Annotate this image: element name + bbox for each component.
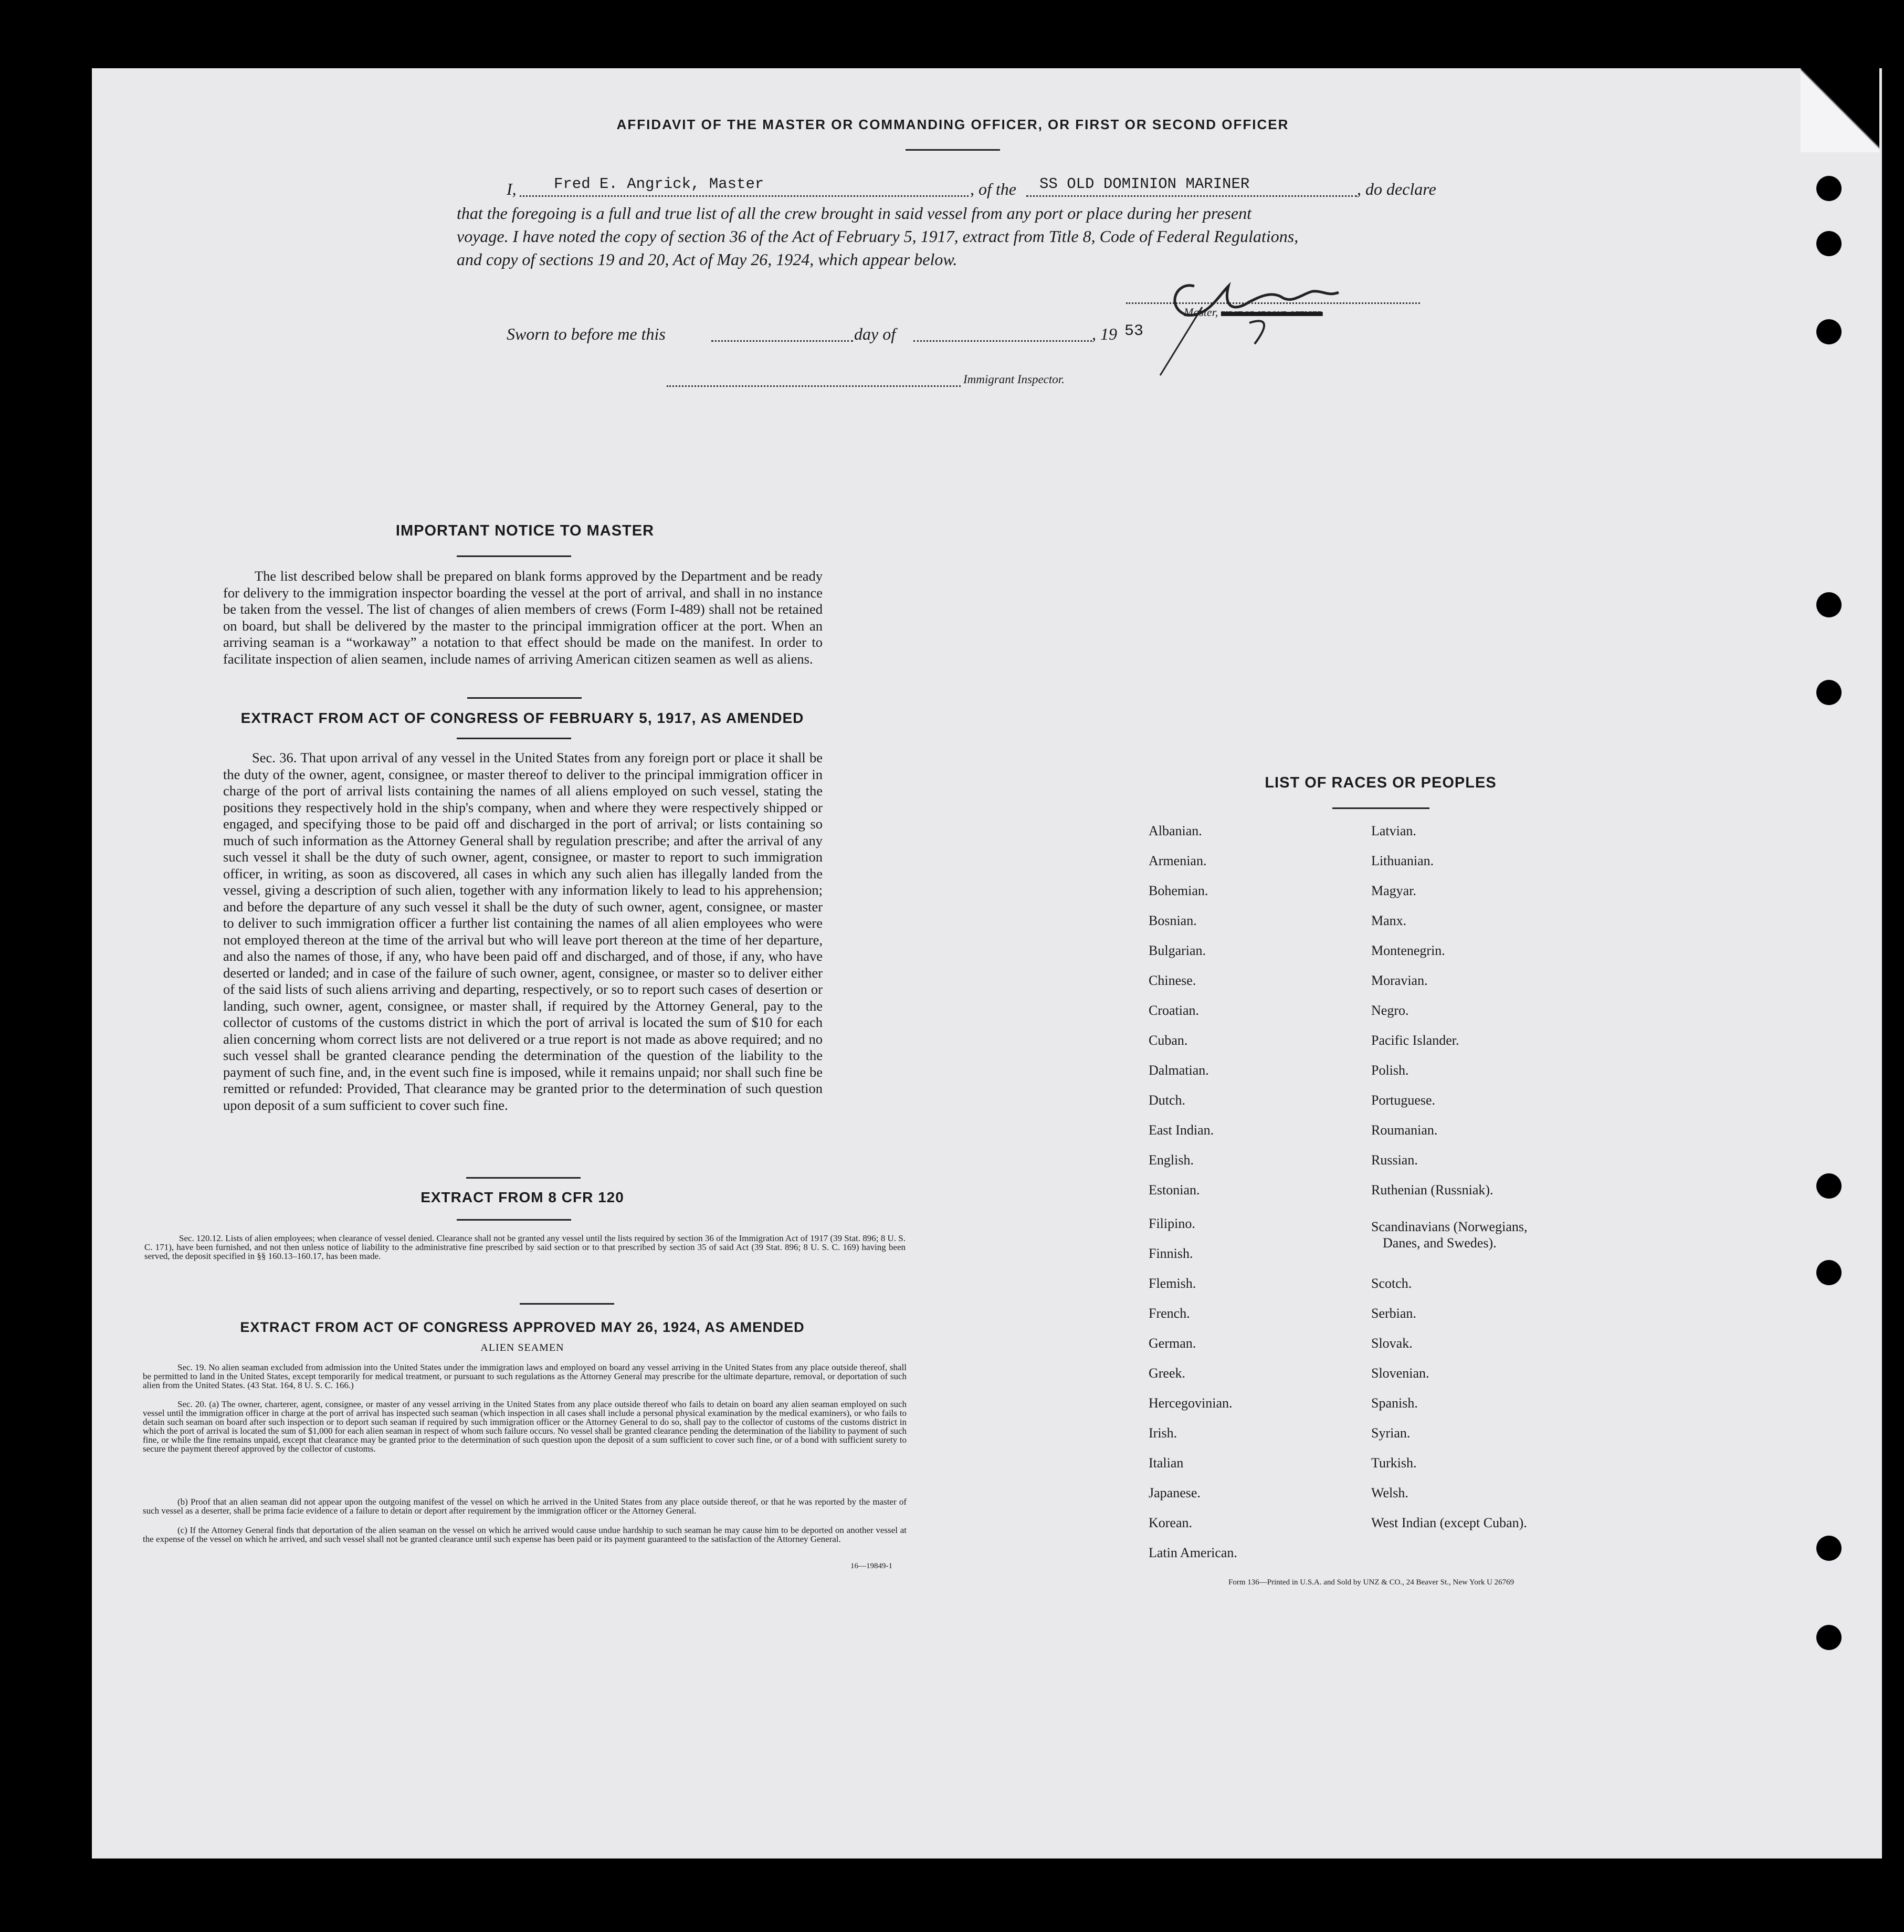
race-item: Slovak.: [1371, 1336, 1413, 1351]
race-item: French.: [1149, 1306, 1190, 1321]
divider: [467, 697, 582, 699]
race-item: Cuban.: [1149, 1033, 1188, 1048]
punch-hole: [1816, 1173, 1842, 1199]
divider: [457, 1219, 571, 1221]
race-item: Estonian.: [1149, 1182, 1200, 1198]
folded-corner: [1801, 68, 1879, 152]
notice-body: The list described below shall be prepared on blank forms approved by the Department and be ready for delivery to the immigration inspector boarding the vessel at the port of arrival, and shall in no instance be taken from the vessel. The list of changes of alien members of crews (Form I-489) shall not be retained on board, but shall be delivered by the master to the principal immigration officer at the port. When an arriving seaman is a “workaway” a notation to that effect should be made on the manifest. In order to facilitate inspection of alien seamen, include names of arriving American citizen seamen as well as aliens.: [223, 568, 823, 667]
day-of-label: day of: [854, 324, 896, 343]
race-item: Dutch.: [1149, 1093, 1186, 1108]
sworn-label: Sworn to before me this: [507, 324, 666, 343]
affidavit-line: that the foregoing is a full and true list of all the crew brought in said vessel from any port or place during her present: [457, 204, 1251, 223]
race-item: Finnish.: [1149, 1246, 1193, 1261]
divider: [457, 738, 571, 739]
race-item: Lithuanian.: [1371, 853, 1434, 868]
extract-1924-sec19: Sec. 19. No alien seaman excluded from admission into the United States under the immigration laws and employed on board any vessel arriving in the United States from any place outside thereof, shall be permitted to land in the United States, except temporarily for medical treatment, or pursuant to such regulations as the Attorney General may prescribe for the ultimate departure, removal, or deportation of such alien from the United States. (43 Stat. 164, 8 U. S. C. 166.): [143, 1362, 907, 1390]
race-item: Moravian.: [1371, 973, 1428, 988]
race-item: English.: [1149, 1152, 1194, 1168]
race-item: Pacific Islander.: [1371, 1033, 1459, 1048]
affidavit-line: voyage. I have noted the copy of section 36 of the Act of February 5, 1917, extract from Title 8, Code of Federal Regulations,: [457, 227, 1299, 246]
punch-hole: [1816, 1260, 1842, 1285]
race-item: Bulgarian.: [1149, 943, 1206, 958]
struck-officer: FIRST OR SECOND OFFICER: [1221, 310, 1323, 318]
races-title: LIST OF RACES OR PEOPLES: [1265, 774, 1497, 791]
race-item: Manx.: [1371, 913, 1407, 928]
notice-title: IMPORTANT NOTICE TO MASTER: [395, 522, 655, 539]
cfr-title: EXTRACT FROM 8 CFR 120: [420, 1189, 624, 1205]
race-item: Polish.: [1371, 1063, 1409, 1078]
race-item: Roumanian.: [1371, 1122, 1438, 1138]
race-item: Magyar.: [1371, 883, 1416, 898]
vessel-line: [1026, 195, 1357, 197]
extract-1924-title: EXTRACT FROM ACT OF CONGRESS APPROVED MAY 26, 1924, AS AMENDED: [240, 1319, 805, 1335]
race-item: West Indian (except Cuban).: [1371, 1515, 1527, 1530]
extract-1924-sec20a: Sec. 20. (a) The owner, charterer, agent, consignee, or master of any vessel arriving in the United States from any place outside thereof who fails to detain on board any alien seaman employed on such vessel until the immigration officer in charge at the port of arrival has inspected such seaman (which inspection in all cases shall include a personal physical examination by the medical examiners), or who fails to detain such seaman on board after such inspection or to deport such seaman if required by such immigration officer or the Attorney General to do so, shall pay to the collector of customs of the customs district in which the port of arrival is located the sum of $1,000 for each alien seaman in respect of whom such failure occurs. No vessel shall be granted clearance pending the determination of the liability to payment of such fine, or while the fine remains unpaid, except that clearance may be granted prior to the determination of such question upon the deposit of a sum sufficient to cover such fine, or of a bond with sufficient surety to secure the payment thereof approved by the collector of customs.: [143, 1399, 907, 1454]
race-item: Spanish.: [1371, 1395, 1418, 1411]
race-item: Negro.: [1371, 1003, 1409, 1018]
race-item: Italian: [1149, 1455, 1184, 1471]
race-item: Scandinavians (Norwegians,: [1371, 1219, 1528, 1234]
race-item: Hercegovinian.: [1149, 1395, 1233, 1411]
punch-hole: [1816, 1625, 1842, 1650]
of-the-label: , of the: [970, 180, 1016, 198]
race-item: Croatian.: [1149, 1003, 1200, 1018]
cfr-body: Sec. 120.12. Lists of alien employees; when clearance of vessel denied. Clearance shall not be granted any vessel until the lists required by section 36 of the Immigration Act of 1917 (39 Stat. 896; 8 U. S. C. 171), have been furnished, and not then unless notice of liability to the administrative fine prescribed by said section or to that prescribed by section 35 of said Act (39 Stat. 896; 8 U. S. C. 169) having been served, the deposit specified in §§ 160.13–160.17, has been made.: [144, 1233, 906, 1261]
extract-1917-title: EXTRACT FROM ACT OF CONGRESS OF FEBRUARY 5, 1917, AS AMENDED: [240, 710, 804, 726]
extract-1917-body: Sec. 36. That upon arrival of any vessel in the United States from any foreign port or place it shall be the duty of the owner, agent, consignee, or master thereof to deliver to the principal immigration officer in charge of the port of arrival lists containing the names of all aliens employed on such vessel, stating the positions they respectively hold in the ship's company, when and where they were respectively shipped or engaged, and specifying those to be paid off and discharged in the port of arrival; or lists containing so much of such information as the Attorney General shall by regulation prescribe; and after the arrival of any such vessel it shall be the duty of such owner, agent, consignee, or master to report to such immigration officer, in writing, as soon as discovered, all cases in which any such alien has illegally landed from the vessel, giving a description of such alien, together with any information likely to lead to his apprehension; and before the departure of any such vessel it shall be the duty of such owner, agent, consignee, or master to deliver to such immigration officer a further list containing the names of all alien employees who were not employed thereon at the time of the arrival but who will leave port thereon at the time of her departure, and also the names of those, if any, who have been paid off and discharged, and of those, if any, who have deserted or landed; and in case of the failure of such owner, agent, consignee, or master so to deliver either of the said lists of such aliens arriving and departing, respectively, or so to report such cases of desertion or landing, such owner, agent, consignee, or master shall, if required by the Attorney General, pay to the collector of customs of the customs district in which the port of arrival is located the sum of $10 for each alien concerning whom correct lists are not delivered or a true report is not made as above required; and no such vessel shall be granted clearance pending the determination of the question of the liability to the payment of such fine, and, in the event such fine is imposed, while it remains unpaid; nor shall such fine be remitted or refunded: Provided, That clearance may be granted prior to the determination of such question upon deposit of a sum sufficient to cover such fine.: [223, 750, 823, 1113]
race-item: Irish.: [1149, 1425, 1177, 1441]
race-item: Albanian.: [1149, 823, 1202, 838]
master-name: Fred E. Angrick, Master: [554, 175, 764, 193]
extract-1924-subtitle: ALIEN SEAMEN: [480, 1342, 564, 1353]
extract-1924-sec20c: (c) If the Attorney General finds that deportation of the alien seaman on the vessel on which he arrived would cause undue hardship to such seaman he may cause him to be deported on another vessel at the expense of the vessel on which he arrived, and such vessel shall not be granted clearance until such expense has been paid or its payment guaranteed to the satisfaction of the Attorney General.: [143, 1525, 907, 1544]
extract-1924-sec20b: (b) Proof that an alien seaman did not appear upon the outgoing manifest of the vessel on which he arrived in the United States from any place outside thereof, or that he was reported by the master of such vessel as a deserter, shall be prima facie evidence of a failure to detain or deport after requirement by the immigration officer or the Attorney General.: [143, 1497, 907, 1516]
name-line: [520, 195, 969, 197]
master-caption: [1184, 306, 1323, 319]
divider: [1332, 807, 1429, 809]
race-item: Bosnian.: [1149, 913, 1197, 928]
divider: [520, 1303, 614, 1305]
race-item: Syrian.: [1371, 1425, 1411, 1441]
race-item: Danes, and Swedes).: [1383, 1235, 1497, 1251]
race-item: Montenegrin.: [1371, 943, 1445, 958]
master-caption-label: Master,: [1184, 306, 1221, 319]
race-item: Dalmatian.: [1149, 1063, 1209, 1078]
punch-hole: [1816, 680, 1842, 705]
race-item: Japanese.: [1149, 1485, 1201, 1500]
year-prefix: , 19: [1092, 324, 1117, 343]
affidavit-line: and copy of sections 19 and 20, Act of May 26, 1924, which appear below.: [457, 250, 958, 269]
race-item: Greek.: [1149, 1366, 1186, 1381]
punch-hole: [1816, 231, 1842, 256]
signature-mark: [1144, 265, 1386, 381]
race-item: Portuguese.: [1371, 1093, 1436, 1108]
race-item: German.: [1149, 1336, 1196, 1351]
race-item: Bohemian.: [1149, 883, 1208, 898]
print-code: 16—19849-1: [850, 1562, 892, 1570]
vessel-name: SS OLD DOMINION MARINER: [1039, 175, 1250, 193]
affidavit-i-label: I,: [507, 180, 517, 198]
inspector-label: Immigrant Inspector.: [963, 373, 1065, 386]
race-item: Russian.: [1371, 1152, 1418, 1168]
race-item: Scotch.: [1371, 1276, 1412, 1291]
race-item: Filipino.: [1149, 1216, 1195, 1231]
race-item: Latvian.: [1371, 823, 1416, 838]
race-item: Turkish.: [1371, 1455, 1417, 1471]
race-item: Korean.: [1149, 1515, 1193, 1530]
race-item: Flemish.: [1149, 1276, 1196, 1291]
affidavit-title: AFFIDAVIT OF THE MASTER OR COMMANDING OFFICER, OR FIRST OR SECOND OFFICER: [616, 117, 1289, 132]
divider: [466, 1177, 581, 1179]
punch-hole: [1816, 592, 1842, 617]
race-item: Ruthenian (Russniak).: [1371, 1182, 1493, 1198]
form-footer: Form 136—Printed in U.S.A. and Sold by UNZ & CO., 24 Beaver St., New York U 26769: [1228, 1578, 1514, 1587]
sworn-day-line: [711, 340, 853, 342]
inspector-line: [667, 385, 961, 387]
punch-hole: [1816, 319, 1842, 344]
sworn-month-line: [913, 340, 1092, 342]
do-declare-label: , do declare: [1357, 180, 1436, 198]
race-item: Armenian.: [1149, 853, 1207, 868]
divider: [457, 555, 571, 557]
year-value: 53: [1124, 322, 1144, 340]
race-item: Latin American.: [1149, 1545, 1237, 1560]
race-item: Chinese.: [1149, 973, 1196, 988]
race-item: East Indian.: [1149, 1122, 1214, 1138]
punch-hole: [1816, 1536, 1842, 1561]
race-item: Serbian.: [1371, 1306, 1416, 1321]
race-item: Welsh.: [1371, 1485, 1408, 1500]
punch-hole: [1816, 176, 1842, 201]
divider: [906, 149, 1000, 151]
race-item: Slovenian.: [1371, 1366, 1429, 1381]
